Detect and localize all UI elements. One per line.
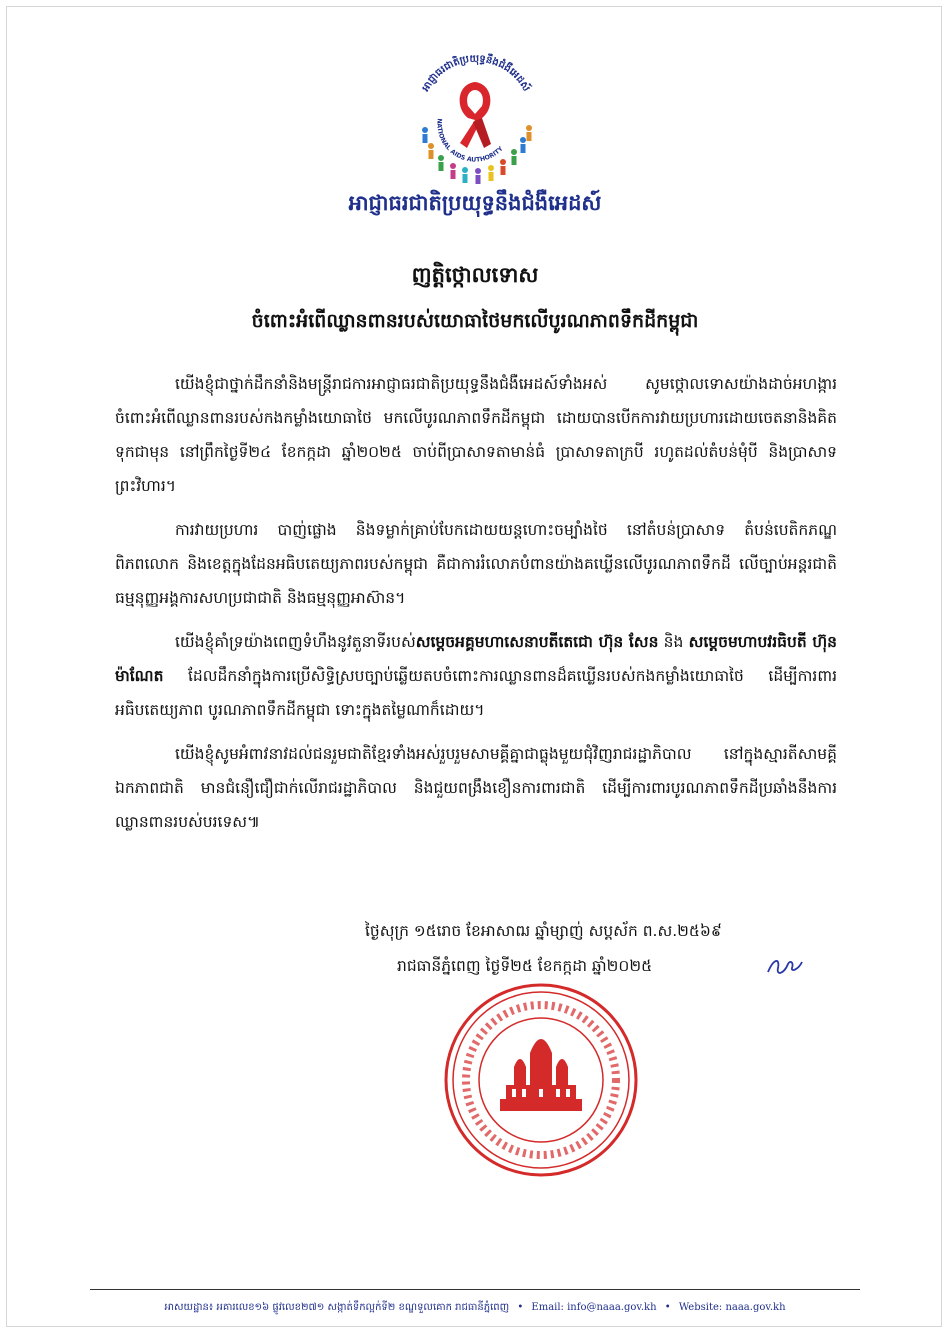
logo-english-text: NATIONAL AIDS AUTHORITY [435, 118, 505, 164]
paragraph-3-intro: យើងខ្ញុំគាំទ្រយ៉ាងពេញទំហឹងនូវតួនាទីរបស់ [175, 633, 416, 651]
paragraph-3-conjunction: និង [658, 633, 689, 651]
signature-initial-icon [766, 954, 804, 980]
solar-date: រាជធានីភ្នំពេញ ថ្ងៃទី២៥ ខែកក្កដា ឆ្នាំ២០២៥ [397, 957, 653, 975]
document-title: ញត្តិថ្កោលទោស [411, 263, 539, 287]
footer [0, 1300, 950, 1315]
footer-website[interactable]: naaa.gov.kh [725, 1302, 786, 1313]
paragraph-3-rest: ដែលដឹកនាំក្នុងការប្រើសិទ្ធិស្របច្បាប់ឆ្លើយតបចំពោះការឈ្លានពានដ៏គឃ្លើនរបស់កងកម្លាំងយោធាថៃ ដើម្បីការពារអធិបតេយ្យភាព បូរណភាពទឹកដីកម្ពុជា ទោះក្នុងតម្លៃណាក៏ដោយ។ [115, 667, 837, 719]
document-body [115, 367, 837, 849]
footer-email-label: Email: [531, 1302, 564, 1313]
footer-email[interactable]: info@naaa.gov.kh [567, 1302, 657, 1313]
red-ribbon-icon [460, 82, 491, 148]
org-name: អាជ្ញាធរជាតិប្រយុទ្ធនឹងជំងឺអេដស៍ [348, 191, 602, 215]
footer-bullet: • [517, 1302, 524, 1313]
lunar-date: ថ្ងៃសុក្រ ១៥រោច ខែអាសាឍ ឆ្នាំម្សាញ់ សប្តស័ក ព.ស.២៥៦៩ [365, 922, 722, 940]
footer-address: អាសយដ្ឋាន៖ អគារលេខ១៦ ផ្លូវលេខ២៧១ សង្កាត់ទឹកល្អក់ទី២ ខណ្ឌទួលគោក រាជធានីភ្នំពេញ [164, 1302, 510, 1313]
angkor-temple-icon [500, 1039, 582, 1111]
document-subtitle: ចំពោះអំពើឈ្លានពានរបស់យោធាថៃមកលើបូរណភាពទឹកដីកម្ពុជា [251, 310, 699, 332]
footer-website-label: Website: [678, 1302, 723, 1313]
official-seal-icon [442, 981, 640, 1179]
leader-name-2: សម្តេចមហាបវរធិបតី ហ៊ុន ម៉ាណែត [115, 633, 837, 685]
national-aids-authority-logo [405, 48, 547, 190]
paragraph-2: ការវាយប្រហារ បាញ់ផ្លោង និងទម្លាក់គ្រាប់បែកដោយយន្តហោះចម្បាំងថៃ នៅតំបន់ប្រាសាទ តំបន់បេតិកភណ្ឌពិភពលោក និងខេត្តក្នុងដែនអធិបតេយ្យភាពរបស់កម្ពុជា គឺជាការរំលោភបំពានយ៉ាងគឃ្លើនលើបូរណភាពទឹកដី លើច្បាប់អន្តរជាតិ ធម្មនុញ្ញអង្គការសហប្រជាជាតិ និងធម្មនុញ្ញអាស៊ាន។ [115, 521, 837, 607]
logo-arc-text: អាជ្ញាធរជាតិប្រយុទ្ធនឹងជំងឺអេដស៍ [420, 53, 532, 94]
paragraph-4: យើងខ្ញុំសូមអំពាវនាវដល់ជនរួមជាតិខ្មែរទាំងអស់រួបរួមសាមគ្គីគ្នាជាធ្លុងមួយជុំវិញរាជរដ្ឋាភិបាល នៅក្នុងស្មារតីសាមគ្គីឯកភាពជាតិ មានជំនឿជឿជាក់លើរាជរដ្ឋាភិបាល និងជួយពង្រឹងខឿនការពារជាតិ ដើម្បីការពារបូរណភាពទឹកដីប្រឆាំងនឹងការឈ្លានពានរបស់បរទេស៕ [115, 745, 837, 831]
footer-divider [90, 1289, 860, 1290]
paragraph-3 [115, 625, 837, 727]
paragraph-1: យើងខ្ញុំជាថ្នាក់ដឹកនាំនិងមន្ត្រីរាជការអាជ្ញាធរជាតិប្រយុទ្ធនឹងជំងឺអេដស៍ទាំងអស់ សូមថ្កោលទោសយ៉ាងដាច់អហង្ការចំពោះអំពើឈ្លានពានរបស់កងកម្លាំងយោធាថៃ មកលើបូរណភាពទឹកដីកម្ពុជា ដោយបានបើកការវាយប្រហារដោយចេតនានិងគិតទុកជាមុន នៅព្រឹកថ្ងៃទី២៤ ខែកក្កដា ឆ្នាំ២០២៥ ចាប់ពីប្រាសាទតាមាន់ធំ ប្រាសាទតាក្របី រហូតដល់តំបន់មុំបី និងប្រាសាទព្រះវិហារ។ [115, 375, 837, 495]
leader-name-1: សម្តេចអគ្គមហាសេនាបតីតេជោ ហ៊ុន សែន [415, 633, 659, 651]
footer-bullet: • [664, 1302, 671, 1313]
